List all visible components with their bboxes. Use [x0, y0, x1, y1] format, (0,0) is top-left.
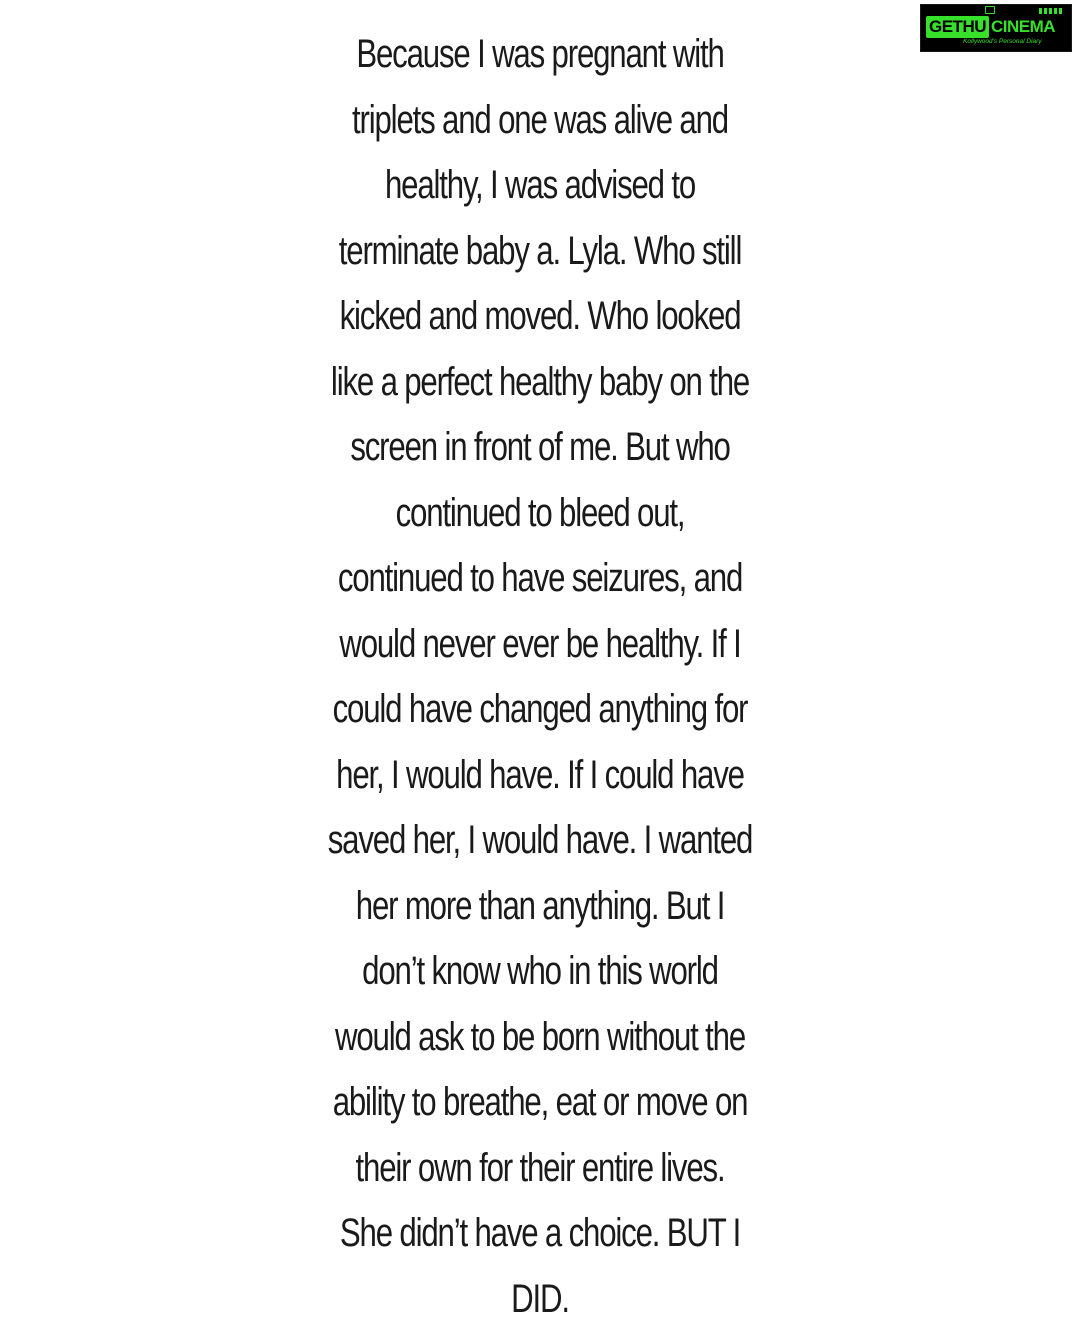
statement-line: would ask to be born without the — [306, 1005, 774, 1071]
statement-line: DID. — [306, 1267, 774, 1332]
gethu-cinema-watermark — [920, 4, 1072, 52]
watermark-brand-part2: CINEMA — [991, 17, 1055, 37]
statement-line: Because I was pregnant with — [306, 22, 774, 88]
watermark-tagline: Kollywood's Personal Diary — [963, 38, 1042, 45]
statement-line: her more than anything. But I — [306, 874, 774, 940]
statement-line: would never ever be healthy. If I — [306, 612, 774, 678]
camera-icon — [985, 6, 995, 14]
statement-line: her, I would have. If I could have — [306, 743, 774, 809]
watermark-brand — [926, 14, 1055, 40]
statement-line: healthy, I was advised to — [306, 153, 774, 219]
statement-line: triplets and one was alive and — [306, 88, 774, 154]
statement-line: could have changed anything for — [306, 677, 774, 743]
statement-text — [240, 22, 840, 1332]
statement-line: their own for their entire lives. — [306, 1136, 774, 1202]
statement-line: continued to bleed out, — [306, 481, 774, 547]
statement-line: ability to breathe, eat or move on — [306, 1070, 774, 1136]
watermark-brand-part1: GETHU — [926, 16, 989, 38]
statement-line: terminate baby a. Lyla. Who still — [306, 219, 774, 285]
statement-line: screen in front of me. But who — [306, 415, 774, 481]
statement-line: She didn’t have a choice. BUT I — [306, 1201, 774, 1267]
statement-line: like a perfect healthy baby on the — [306, 350, 774, 416]
statement-line: don’t know who in this world — [306, 939, 774, 1005]
statement-line: continued to have seizures, and — [306, 546, 774, 612]
statement-line: saved her, I would have. I wanted — [306, 808, 774, 874]
statement-line: kicked and moved. Who looked — [306, 284, 774, 350]
